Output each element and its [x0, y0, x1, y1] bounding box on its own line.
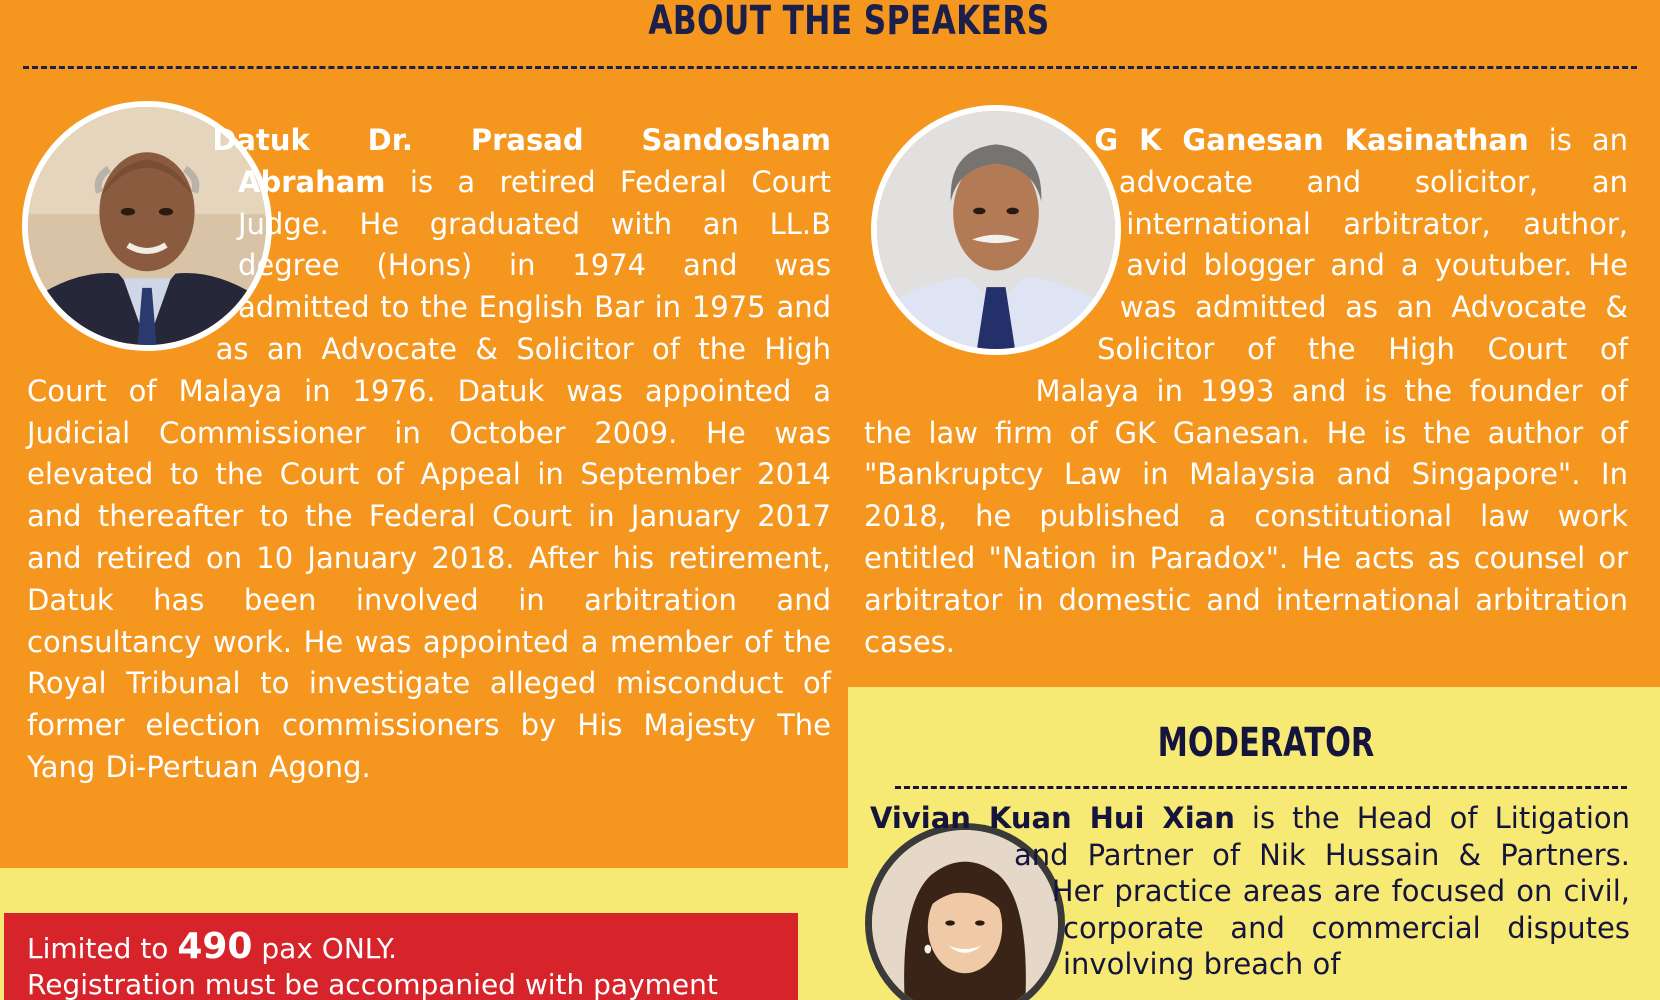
speaker-1-name: Datuk Dr. Prasad Sandosham Abraham	[212, 123, 831, 199]
capacity-suffix: pax ONLY.	[252, 932, 397, 965]
speaker-2-bio	[864, 120, 1628, 663]
payment-note: Registration must be accompanied with payment	[27, 968, 718, 1000]
capacity-line	[27, 926, 798, 967]
moderator-name: Vivian Kuan Hui Xian	[870, 801, 1235, 835]
moderator-bio-text: is the Head of Litigation and Partner of Nik Hussain & Partners. Her practice areas are focused on civil, corporate and commercial disputes involving breach of	[1013, 801, 1630, 981]
moderator-bio	[870, 800, 1630, 1000]
speaker-2-bio-text: is an advocate and solicitor, an international arbitrator, author, avid blogger and a youtuber. He was admitted as an Advocate & Solicitor of the High Court of Malaya in 1993 and is the founder of the law firm of GK Ganesan. He is the author of "Bankruptcy Law in Malaysia and Singapore". In 2018, he published a constitutional law work entitled "Nation in Paradox". He acts as counsel or arbitrator in domestic and international arbitration cases.	[864, 123, 1628, 659]
capacity-prefix: Limited to	[27, 932, 178, 965]
capacity-number: 490	[177, 926, 253, 967]
speaker-1-bio-text: is a retired Federal Court Judge. He graduated with an LL.B degree (Hons) in 1974 and was admitted to the English Bar in 1975 and as an Advocate & Solicitor of the High Court of Malaya in 1976. Datuk was appointed a Judicial Commissioner in October 2009. He was elevated to the Court of Appeal in September 2014 and thereafter to the Federal Court in January 2017 and retired on 10 January 2018. After his retirement, Datuk has been involved in arbitration and consultancy work. He was appointed a member of the Royal Tribunal to investigate alleged misconduct of former election commissioners by His Majesty The Yang Di-Pertuan Agong.	[27, 164, 831, 784]
registration-notice	[4, 913, 798, 1000]
title-divider	[23, 66, 1637, 69]
section-title: ABOUT THE SPEAKERS	[648, 0, 1050, 44]
speaker-1-bio	[27, 120, 831, 789]
speaker-2-name: G K Ganesan Kasinathan	[1094, 123, 1529, 157]
moderator-title: MODERATOR	[1157, 720, 1375, 766]
moderator-divider	[895, 786, 1627, 789]
